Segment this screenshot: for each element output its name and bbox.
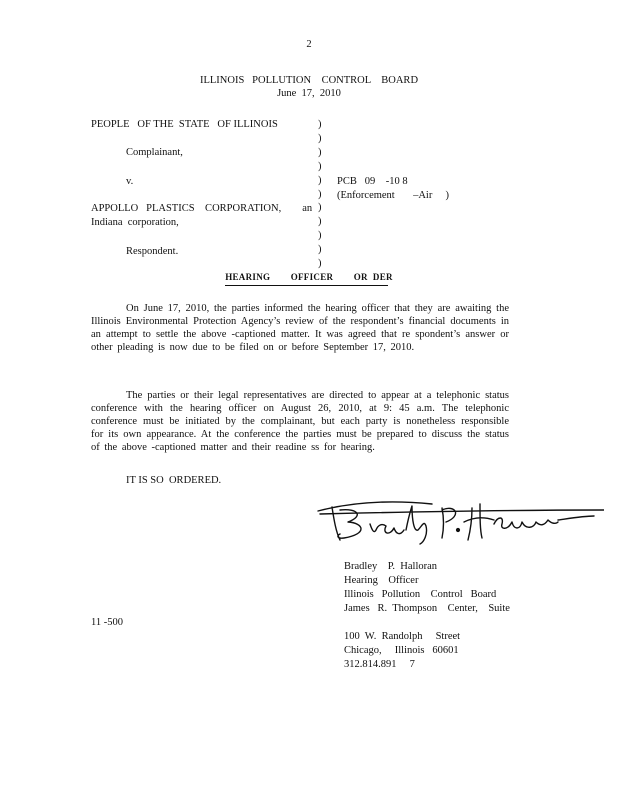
signer-agency: Illinois Pollution Control Board — [344, 589, 497, 600]
case-number: PCB 09 -10 8 — [337, 176, 408, 187]
order-title: HEARING OFFICER OR DER — [225, 272, 393, 282]
caption-plaintiff: PEOPLE OF THE STATE OF ILLINOIS — [91, 119, 278, 130]
caption-respondent: Respondent. — [126, 246, 179, 257]
caption-defendant: APPOLLO PLASTICS CORPORATION, an — [91, 203, 313, 214]
caption-complainant: Complainant, — [126, 147, 183, 158]
signer-phone: 312.814.891 7 — [344, 659, 415, 670]
paragraph-conference: The parties or their legal representatives are directed to appear at a telephonic status conference with the hearing officer on August 26, 2010, at 9: 45 a.m. The telephonic conference must be initiated by the complainant, but each party is nonetheless responsible for its own appearance. At the conference the parties must be prepared to discuss the status of the above -captioned matter and their readine ss for hearing. — [91, 390, 509, 453]
signer-street: 100 W. Randolph Street — [344, 631, 461, 642]
order-title-underline — [225, 285, 388, 286]
caption-parentheses: ) ) ) ) ) ) ) ) ) ) ) — [318, 119, 322, 270]
signer-title: Hearing Officer — [344, 575, 419, 586]
paragraph-status: On June 17, 2010, the parties informed the hearing officer that they are awaiting the Illinois Environmental Protection Agency’s review of the respondent’s financial documents in an attempt to settle the above -captioned matter. It was agreed that re spondent’s answer or other pleading is now due to be filed on or before September 17, 2010. — [91, 303, 509, 353]
order-date: June 17, 2010 — [277, 88, 341, 99]
caption-versus: v. — [126, 176, 134, 187]
case-type: (Enforcement –Air ) — [337, 190, 449, 201]
signer-building: James R. Thompson Center, Suite — [344, 603, 510, 614]
signer-name: Bradley P. Halloran — [344, 561, 438, 572]
signer-suite: 11 -500 — [91, 617, 123, 628]
signature-image — [312, 490, 604, 545]
board-title: ILLINOIS POLLUTION CONTROL BOARD — [199, 75, 419, 86]
page-number: 2 — [306, 39, 312, 50]
signer-city: Chicago, Illinois 60601 — [344, 645, 459, 656]
caption-defendant-line2: Indiana corporation, — [91, 217, 179, 228]
paragraph-ordered: IT IS SO ORDERED. — [126, 475, 222, 486]
